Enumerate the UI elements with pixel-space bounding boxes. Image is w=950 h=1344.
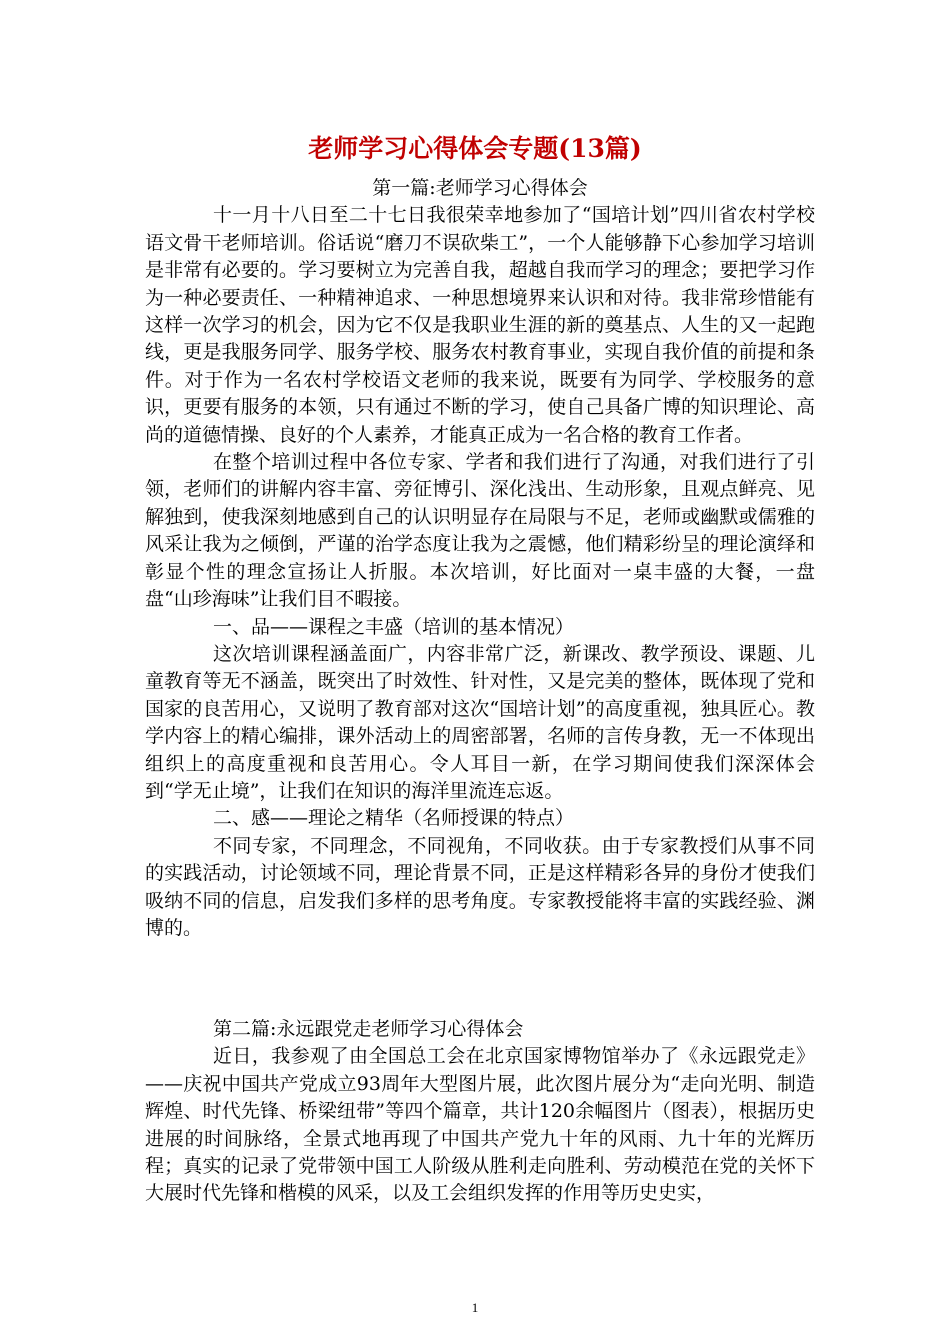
article-2-subtitle: 第二篇:永远跟党走老师学习心得体会 <box>213 1018 524 1040</box>
article-1-subtitle: 第一篇:老师学习心得体会 <box>372 177 588 199</box>
article-1-heading-1: 一、品——课程之丰盛（培训的基本情况） <box>213 615 575 638</box>
article-1-heading-2: 二、感——理论之精华（名师授课的特点） <box>213 807 575 830</box>
article-1-paragraph-3: 这次培训课程涵盖面广，内容非常广泛，新课改、教学预设、课题、儿童教育等无不涵盖，既突出了时效性、针对性，又是完美的整体，既体现了党和国家的良苦用心，又说明了教育部对这次“国培计划”的高度重视，独具匠心。教学内容上的精心编排，课外活动上的周密部署，名师的言传身教，无一不体现出组织上的高度重视和良苦用心。令人耳目一新，在学习期间使我们深深体会到“学无止境”，让我们在知识的海洋里流连忘返。 <box>145 642 815 802</box>
article-2 <box>145 1016 815 1208</box>
article-1-paragraph-4: 不同专家，不同理念，不同视角，不同收获。由于专家教授们从事不同的实践活动，讨论领域不同，理论背景不同，正是这样精彩各异的身份才使我们吸纳不同的信息，启发我们多样的思考角度。专家教授能将丰富的实践经验、渊博的。 <box>145 834 815 939</box>
document-title: 老师学习心得体会专题(13篇) <box>308 134 642 163</box>
page-number: 1 <box>471 1300 479 1315</box>
article-1-paragraph-1: 十一月十八日至二十七日我很荣幸地参加了“国培计划”四川省农村学校语文骨干老师培训。俗话说“磨刀不误砍柴工”，一个人能够静下心参加学习培训是非常有必要的。学习要树立为完善自我，超越自我而学习的理念；要把学习作为一种必要责任、一种精神追求、一种思想境界来认识和对待。我非常珍惜能有这样一次学习的机会，因为它不仅是我职业生涯的新的奠基点、人生的又一起跑线，更是我服务同学、服务学校、服务农村教育事业，实现自我价值的前提和条件。对于作为一名农村学校语文老师的我来说，既要有为同学、学校服务的意识，更要有服务的本领，只有通过不断的学习，使自己具备广博的知识理论、高尚的道德情操、良好的个人素养，才能真正成为一名合格的教育工作者。 <box>145 204 815 446</box>
article-1 <box>145 175 815 942</box>
article-1-paragraph-2: 在整个培训过程中各位专家、学者和我们进行了沟通，对我们进行了引领，老师们的讲解内容丰富、旁征博引、深化浅出、生动形象，且观点鲜亮、见解独到，使我深刻地感到自己的认识明显存在局限与不足，老师或幽默或儒雅的风采让我为之倾倒，严谨的治学态度让我为之震憾，他们精彩纷呈的理论演绎和彰显个性的理念宣扬让人折服。本次培训，好比面对一桌丰盛的大餐，一盘盘“山珍海味”让我们目不暇接。 <box>145 451 815 611</box>
article-2-paragraph-1: 近日，我参观了由全国总工会在北京国家博物馆举办了《永远跟党走》——庆祝中国共产党成立93周年大型图片展，此次图片展分为“走向光明、制造辉煌、时代先锋、桥梁纽带”等四个篇章，共计120余幅图片（图表），根据历史进展的时间脉络，全景式地再现了中国共产党九十年的风雨、九十年的光辉历程；真实的记录了党带领中国工人阶级从胜利走向胜利、劳动模范在党的关怀下大展时代先锋和楷模的风采，以及工会组织发挥的作用等历史史实， <box>145 1045 815 1205</box>
